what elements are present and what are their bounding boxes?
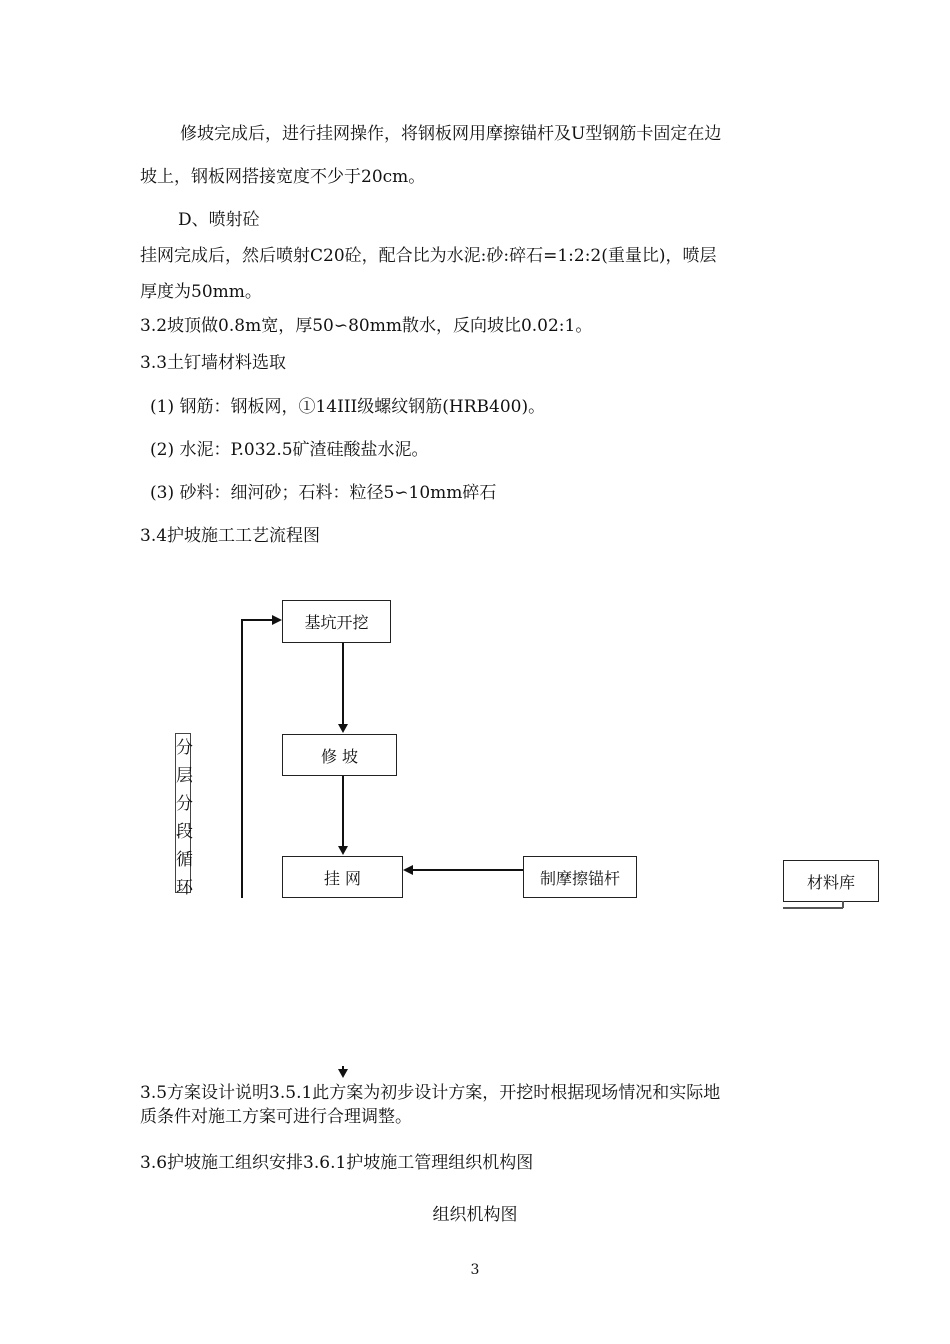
material-box-underline [783, 907, 843, 909]
arrow-left-icon [403, 865, 413, 875]
flow-box-net: 挂 网 [282, 856, 403, 898]
arrow-down-icon [338, 1069, 348, 1078]
connector-anchor-net [412, 869, 523, 871]
arrow-down-icon [338, 724, 348, 733]
section-3-5-line2: 质条件对施工方案可进行合理调整。 [140, 1107, 412, 1127]
flow-box-material: 材料库 [783, 860, 879, 902]
flow-box-anchor: 制摩擦锚杆 [523, 856, 637, 898]
paragraph-shotcrete-line1: 挂网完成后，然后喷射C20砼，配合比为水泥:砂:碎石=1:2:2(重量比)，喷层 [140, 246, 717, 266]
org-chart-title: 组织机构图 [432, 1205, 518, 1225]
paragraph-net-line2: 坡上，钢板网搭接宽度不少于20cm。 [140, 167, 426, 187]
section-3-5-line1: 3.5方案设计说明3.5.1此方案为初步设计方案，开挖时根据现场情况和实际地 [140, 1083, 721, 1103]
loop-connector-horizontal [241, 619, 273, 621]
paragraph-shotcrete-line2: 厚度为50mm。 [140, 282, 262, 302]
connector-slope-net [342, 776, 344, 847]
paragraph-net-line1: 修坡完成后，进行挂网操作，将钢板网用摩擦锚杆及U型钢筋卡固定在边 [180, 124, 722, 144]
section-3-6: 3.6护坡施工组织安排3.6.1护坡施工管理组织机构图 [140, 1153, 534, 1173]
connector-excavate-slope [342, 643, 344, 725]
loop-side-label: 分层分段循环 [175, 733, 191, 893]
flow-box-excavate: 基坑开挖 [282, 600, 391, 643]
page-number: 3 [470, 1262, 480, 1278]
material-box-tick [842, 901, 844, 908]
loop-connector-vertical [241, 619, 243, 898]
arrow-right-icon [272, 615, 282, 625]
section-3-2: 3.2坡顶做0.8m宽，厚50∽80mm散水，反向坡比0.02:1。 [140, 316, 593, 336]
material-item-3: (3) 砂料：细河砂；石料：粒径5∽10mm碎石 [150, 483, 497, 503]
section-3-4: 3.4护坡施工工艺流程图 [140, 526, 321, 546]
section-3-3: 3.3土钉墙材料选取 [140, 353, 287, 373]
arrow-down-icon [338, 846, 348, 855]
section-d-title: D、喷射砼 [178, 210, 260, 230]
flow-box-slope: 修 坡 [282, 734, 397, 776]
material-item-1: (1) 钢筋：钢板网，①14III级螺纹钢筋(HRB400)。 [150, 397, 546, 417]
material-item-2: (2) 水泥：P.032.5矿渣硅酸盐水泥。 [150, 440, 429, 460]
